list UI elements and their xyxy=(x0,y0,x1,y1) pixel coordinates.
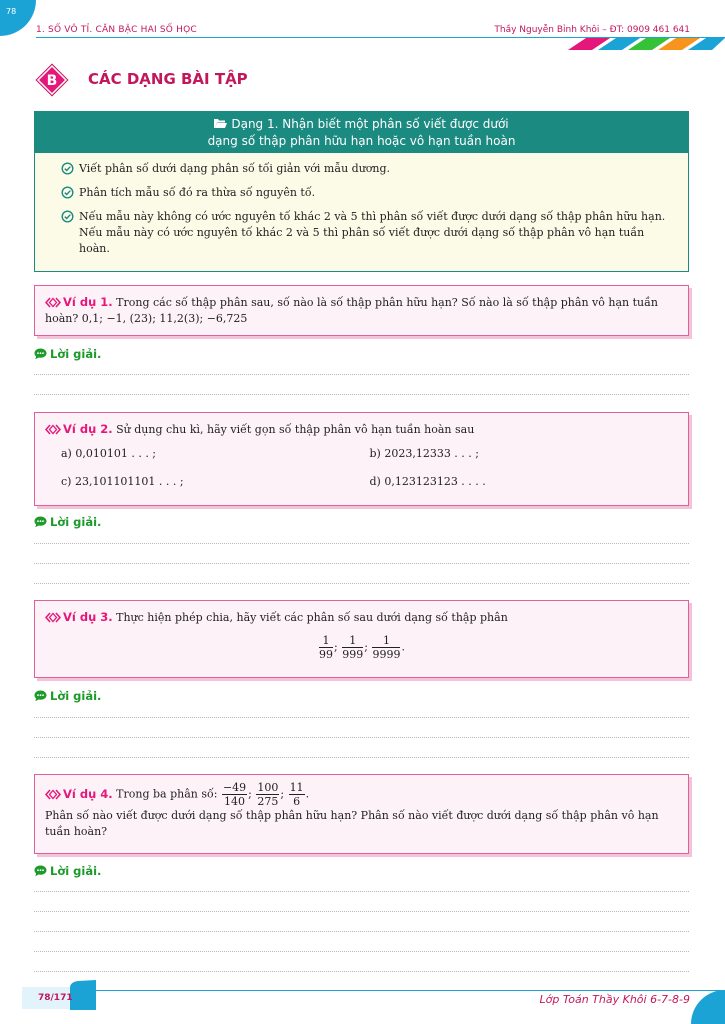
speech-bubble-icon xyxy=(34,348,47,360)
numerator: 100 xyxy=(257,781,279,794)
fraction xyxy=(342,634,363,661)
dang-title-line2: dạng số thập phân hữu hạn hoặc vô hạn tuần hoàn xyxy=(207,134,516,148)
header-stripes xyxy=(560,38,725,50)
fraction-list: $\frac{1}{99}$ ; $\frac{1}{999}$ ; $\frac{1}{9999}$ . xyxy=(319,634,405,661)
example-text: Trong ba phân số: xyxy=(116,787,218,801)
dang-title xyxy=(35,112,688,153)
example-parts xyxy=(45,446,678,502)
denominator: 999 xyxy=(342,648,364,661)
example-part: a) 0,010101 . . . ; xyxy=(61,447,157,460)
check-circle-icon xyxy=(61,186,74,199)
denominator: 6 xyxy=(293,795,301,808)
example-2 xyxy=(34,412,689,506)
dang-title-line1: Dạng 1. Nhận biết một phân số viết được dưới xyxy=(231,117,509,131)
step-text: Phân tích mẫu số đó ra thừa số nguyên tố. xyxy=(79,186,316,199)
example-label-text: Ví dụ 4. xyxy=(63,786,113,801)
list-item xyxy=(61,209,678,257)
solution-label-text: Lời giải. xyxy=(50,864,102,878)
list-item xyxy=(61,185,678,201)
footer-tab-shape xyxy=(70,980,96,1010)
answer-line xyxy=(34,563,689,564)
answer-line xyxy=(34,971,689,972)
answer-line xyxy=(34,543,689,544)
fraction xyxy=(222,781,247,808)
footer-page: 78/171 xyxy=(38,993,73,1003)
section-title: CÁC DẠNG BÀI TẬP xyxy=(88,70,248,88)
denominator: 99 xyxy=(319,648,334,661)
example-text: Thực hiện phép chia, hãy viết các phân số sau dưới dạng số thập phân xyxy=(116,611,508,624)
example-part: b) 2023,12333 . . . ; xyxy=(369,447,479,460)
fraction xyxy=(289,781,305,808)
footer-brand: Lớp Toán Thầy Khôi 6-7-8-9 xyxy=(539,993,690,1006)
denominator: 9999 xyxy=(372,648,401,661)
denominator: 140 xyxy=(224,795,246,808)
example-label-text: Ví dụ 2. xyxy=(63,422,113,436)
example-part: d) 0,123123123 . . . . xyxy=(369,475,486,488)
answer-line xyxy=(34,891,689,892)
example-1 xyxy=(34,285,689,336)
example-label xyxy=(45,422,113,436)
example-question: Phân số nào viết được dưới dạng số thập phân hữu hạn? Phân số nào viết được dưới dạng số thập phân vô hạn tuần hoàn? xyxy=(45,809,659,838)
solution-label-text: Lời giải. xyxy=(50,515,102,529)
example-4: Ví dụ 4. Trong ba phân số: $\frac{-49}{140}$ ; $\frac{100}{275}$ ; $\frac{11}{6}$ . Phân số nào viết được dưới dạng số thập phân hữu hạn? Phân số nào viết được dưới dạng số thập phân vô hạn tuần hoàn? xyxy=(34,774,689,854)
numerator: 11 xyxy=(289,781,304,794)
code-diamond-icon xyxy=(45,612,61,623)
code-diamond-icon xyxy=(45,424,61,435)
folder-open-icon xyxy=(214,118,227,129)
section-badge-letter: B xyxy=(46,73,58,89)
footer-corner xyxy=(691,990,725,1024)
code-diamond-icon xyxy=(45,297,61,308)
denominator: 275 xyxy=(257,795,279,808)
answer-line xyxy=(34,374,689,375)
example-3 xyxy=(34,600,689,678)
fraction xyxy=(256,781,279,808)
example-label-text: Ví dụ 3. xyxy=(63,610,113,624)
example-text: Sử dụng chu kì, hãy viết gọn số thập phân vô hạn tuần hoàn sau xyxy=(116,423,475,436)
numerator: 1 xyxy=(342,634,363,648)
author-info: Thầy Nguyễn Bỉnh Khôi – ĐT: 0909 461 641 xyxy=(494,25,690,35)
solution-label xyxy=(34,515,101,529)
numerator: −49 xyxy=(222,781,247,794)
answer-line xyxy=(34,911,689,912)
numerator: 1 xyxy=(319,634,333,648)
chapter-title: 1. SỐ VÔ TỈ. CĂN BẬC HAI SỐ HỌC xyxy=(36,25,197,35)
dang-steps xyxy=(35,153,688,257)
code-diamond-icon xyxy=(45,789,61,800)
example-label xyxy=(45,610,113,624)
step-text: Viết phân số dưới dạng phân số tối giản với mẫu dương. xyxy=(79,162,391,175)
answer-line xyxy=(34,757,689,758)
solution-label xyxy=(34,347,101,361)
solution-label-text: Lời giải. xyxy=(50,347,102,361)
answer-line xyxy=(34,583,689,584)
step-text: Nếu mẫu này không có ước nguyên tố khác 2 và 5 thì phân số viết được dưới dạng số thập phân hữu hạn. Nếu mẫu này có ước nguyên tố khác 2 và 5 thì phân số viết được dưới dạng số thập phân vô hạn tuần hoàn. xyxy=(79,210,666,255)
dang-box xyxy=(34,111,689,272)
speech-bubble-icon xyxy=(34,516,47,528)
fraction xyxy=(319,634,333,661)
example-text: Trong các số thập phân sau, số nào là số thập phân hữu hạn? Số nào là số thập phân vô hạn tuần hoàn? 0,1; −1, (23); 11,2(3); −6,725 xyxy=(45,296,658,325)
example-label-text: Ví dụ 1. xyxy=(63,295,113,309)
example-part: c) 23,101101101 . . . ; xyxy=(61,475,184,488)
list-item xyxy=(61,161,678,177)
solution-label-text: Lời giải. xyxy=(50,689,102,703)
footer-divider xyxy=(92,990,725,991)
speech-bubble-icon xyxy=(34,865,47,877)
page-corner xyxy=(0,0,36,36)
solution-label xyxy=(34,689,101,703)
answer-line xyxy=(34,951,689,952)
answer-line xyxy=(34,737,689,738)
header-page-number: 78 xyxy=(6,7,17,16)
answer-line xyxy=(34,717,689,718)
example-label xyxy=(45,787,113,801)
check-circle-icon xyxy=(61,210,74,223)
numerator: 1 xyxy=(372,634,400,648)
check-circle-icon xyxy=(61,162,74,175)
answer-line xyxy=(34,931,689,932)
section-badge-icon xyxy=(33,61,71,99)
answer-line xyxy=(34,394,689,395)
speech-bubble-icon xyxy=(34,690,47,702)
example-label xyxy=(45,295,113,309)
solution-label xyxy=(34,864,101,878)
fraction xyxy=(372,634,400,661)
